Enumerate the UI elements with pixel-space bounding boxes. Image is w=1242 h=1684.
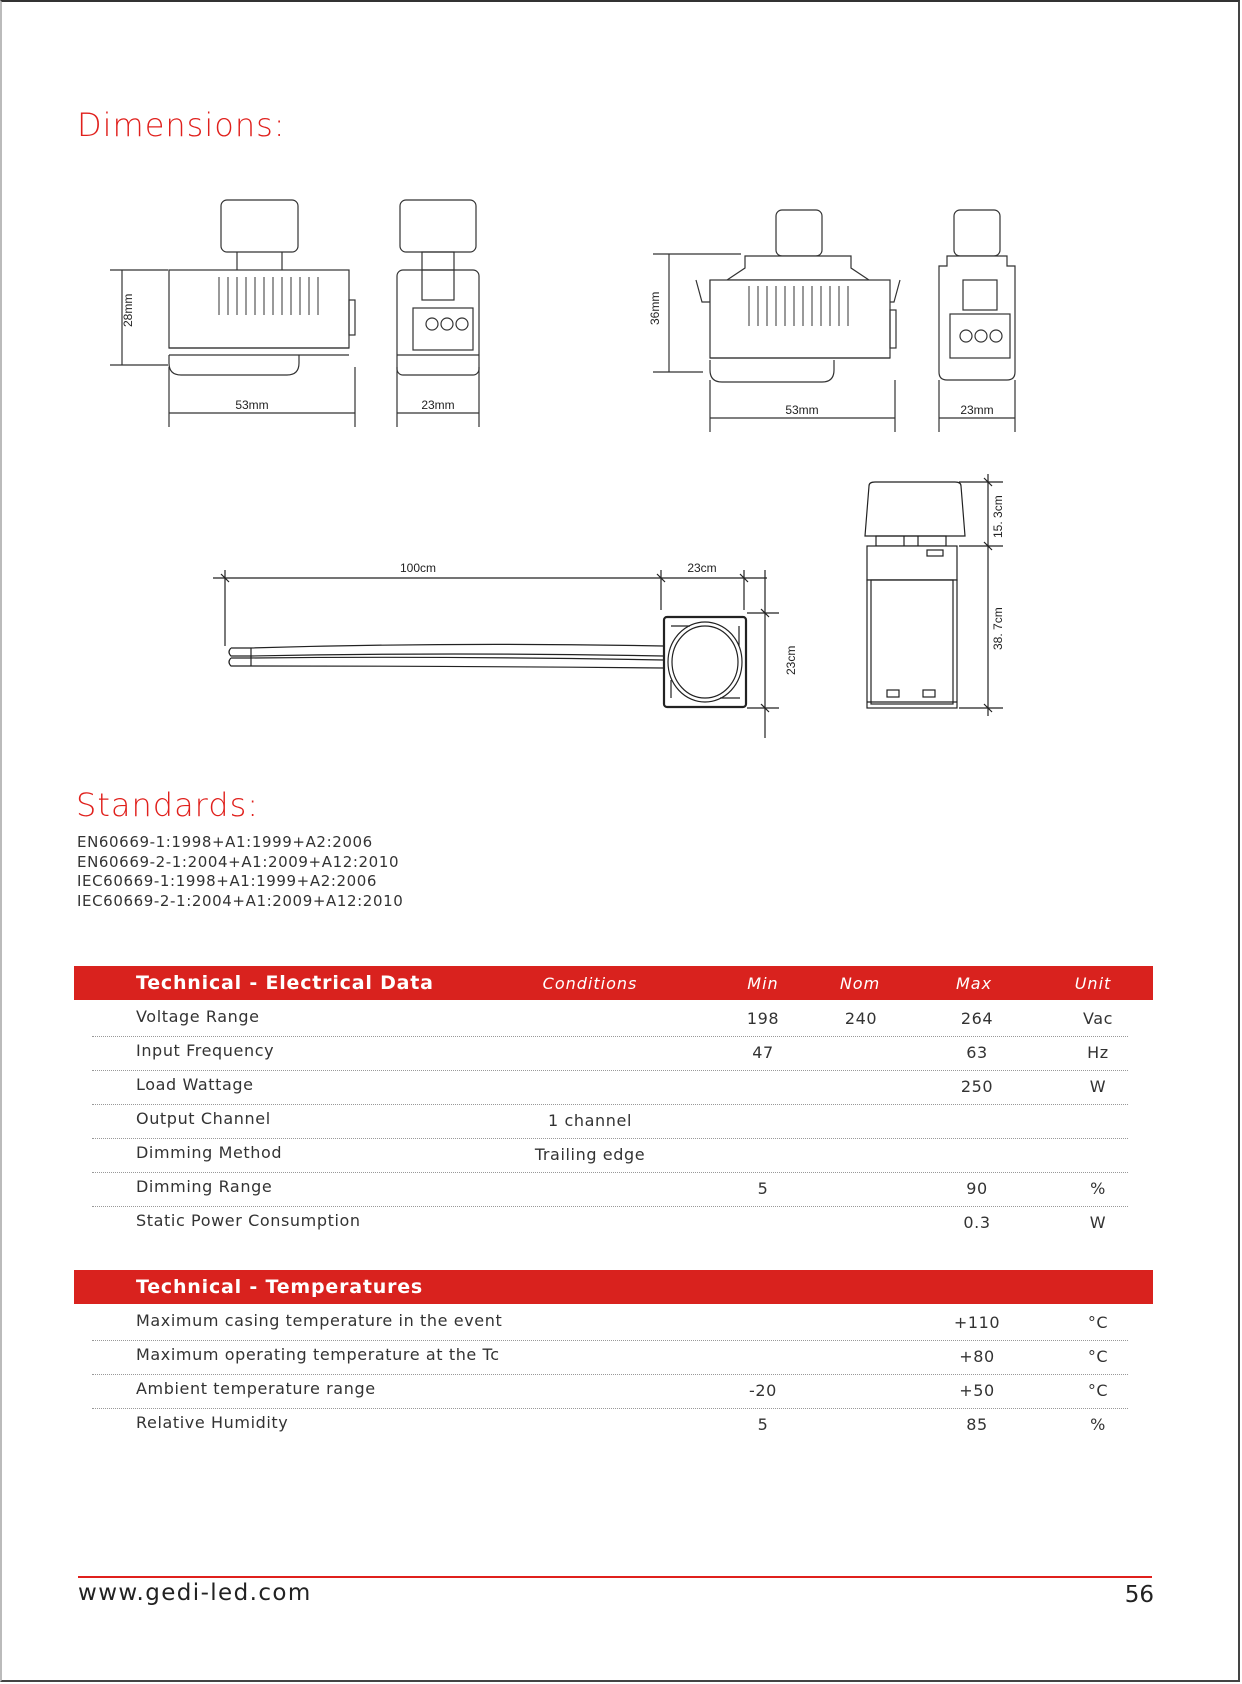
cell-unit: % xyxy=(1090,1179,1106,1198)
cell-unit: °C xyxy=(1087,1347,1109,1366)
table-row xyxy=(92,1408,1128,1442)
cell-min: 5 xyxy=(757,1179,769,1198)
row-label: Ambient temperature range xyxy=(136,1379,376,1398)
cell-unit: Vac xyxy=(1082,1009,1114,1028)
footer-divider xyxy=(78,1576,1152,1578)
cell-unit: Hz xyxy=(1087,1043,1109,1062)
row-label: Dimming Method xyxy=(136,1143,283,1162)
table-row xyxy=(92,1002,1128,1037)
cell-max: +80 xyxy=(959,1347,995,1366)
table-row xyxy=(92,1138,1128,1173)
standards-heading: Standards: xyxy=(76,786,260,824)
row-label: Load Wattage xyxy=(136,1075,254,1094)
row-label: Relative Humidity xyxy=(136,1413,289,1432)
cell-max: 63 xyxy=(966,1043,988,1062)
width-label-53mm-2: 53mm xyxy=(785,403,819,417)
cell-max: +110 xyxy=(953,1313,1001,1332)
standard-item: EN60669-1:1998+A1:1999+A2:2006 xyxy=(77,833,373,851)
cell-min: 198 xyxy=(746,1009,780,1028)
dimensions-heading: Dimensions: xyxy=(77,106,286,144)
cell-unit: % xyxy=(1090,1415,1106,1434)
row-label: Voltage Range xyxy=(136,1007,260,1026)
cell-min: 5 xyxy=(757,1415,769,1434)
cell-max: 90 xyxy=(966,1179,988,1198)
table-row xyxy=(92,1206,1128,1240)
table-row xyxy=(92,1340,1128,1375)
standard-item: EN60669-2-1:2004+A1:2009+A12:2010 xyxy=(77,852,400,871)
cell-unit: °C xyxy=(1087,1381,1109,1400)
cell-max: 85 xyxy=(966,1415,988,1434)
cell-min: 47 xyxy=(752,1043,774,1062)
website-link[interactable]: www.gedi-led.com xyxy=(78,1580,312,1606)
row-label: Dimming Range xyxy=(136,1177,273,1196)
dimension-drawing-2 xyxy=(645,200,1025,435)
height-label-28mm: 28mm xyxy=(121,293,135,327)
dimension-drawing-1 xyxy=(110,195,490,430)
cell-unit: W xyxy=(1089,1077,1107,1096)
side-width-label-23mm: 23mm xyxy=(421,398,455,412)
col-nom: Nom xyxy=(839,974,881,993)
cell-unit: °C xyxy=(1087,1313,1109,1332)
cell-max: 0.3 xyxy=(963,1213,991,1232)
table-row xyxy=(92,1036,1128,1071)
body-depth-label: 38. 7cm xyxy=(991,607,1005,650)
col-max: Max xyxy=(955,974,993,993)
cell-unit: W xyxy=(1089,1213,1107,1232)
standards-list xyxy=(77,833,403,911)
col-unit: Unit xyxy=(1074,974,1112,993)
cell-nom: 240 xyxy=(844,1009,878,1028)
table-row xyxy=(92,1374,1128,1409)
table-row xyxy=(92,1172,1128,1207)
table-row xyxy=(92,1104,1128,1139)
cell-max: 250 xyxy=(960,1077,994,1096)
col-min: Min xyxy=(747,974,779,993)
electrical-table-header xyxy=(74,966,1153,1000)
row-label: Static Power Consumption xyxy=(136,1211,361,1230)
cable-length-label: 100cm xyxy=(399,561,437,575)
electrical-table-title: Technical - Electrical Data xyxy=(136,972,434,994)
row-label: Maximum operating temperature at the Tc xyxy=(136,1345,500,1364)
cell-conditions: 1 channel xyxy=(548,1111,632,1130)
page-number: 56 xyxy=(1124,1582,1154,1608)
table-row xyxy=(92,1070,1128,1105)
table-row xyxy=(92,1306,1128,1341)
cell-min: -20 xyxy=(749,1381,777,1400)
row-label: Maximum casing temperature in the event xyxy=(136,1311,503,1330)
standard-item: IEC60669-2-1:2004+A1:2009+A12:2010 xyxy=(77,891,404,910)
row-label: Output Channel xyxy=(136,1109,271,1128)
dimension-drawing-3 xyxy=(205,550,805,740)
cell-max: 264 xyxy=(960,1009,994,1028)
cell-conditions: Trailing edge xyxy=(534,1145,646,1164)
width-label-53mm: 53mm xyxy=(235,398,269,412)
body-height-label: 23cm xyxy=(784,645,798,675)
knob-height-label: 15. 3cm xyxy=(991,495,1005,538)
height-label-36mm: 36mm xyxy=(648,291,662,325)
temperatures-table-header xyxy=(74,1270,1153,1304)
dimension-drawing-4 xyxy=(845,470,1025,720)
row-label: Input Frequency xyxy=(136,1041,275,1060)
col-conditions: Conditions xyxy=(542,974,638,993)
standard-item: IEC60669-1:1998+A1:1999+A2:2006 xyxy=(77,872,378,890)
temperatures-table-title: Technical - Temperatures xyxy=(136,1276,424,1298)
cell-max: +50 xyxy=(959,1381,995,1400)
side-width-label-23mm-2: 23mm xyxy=(960,403,994,417)
body-width-label: 23cm xyxy=(687,561,717,575)
